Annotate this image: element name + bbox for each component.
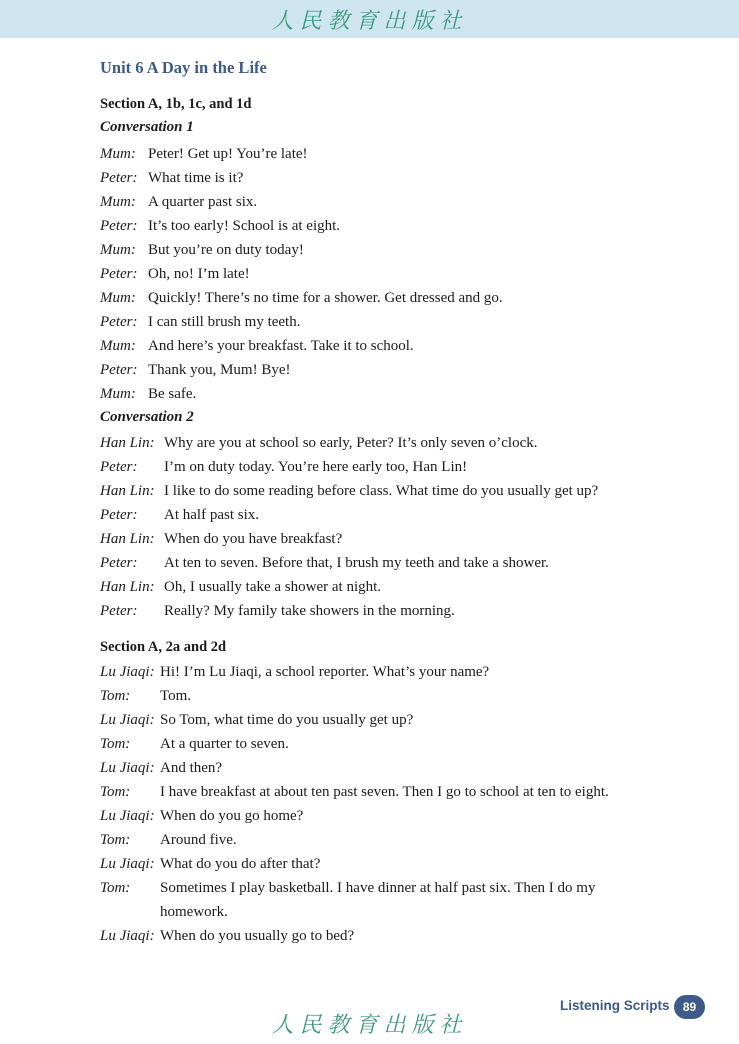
dialogue-line [100, 828, 679, 852]
speaker-label: Peter: [100, 266, 138, 282]
dialogue-text: But you’re on duty today! [148, 242, 304, 258]
speaker-label: Han Lin: [100, 483, 155, 499]
speaker-label: Peter: [100, 507, 138, 523]
dialogue-text: So Tom, what time do you usually get up? [160, 712, 414, 728]
dialogue-line [100, 551, 679, 575]
dialogue-line [100, 575, 679, 599]
speaker-label: Mum: [100, 194, 136, 210]
speaker-label: Mum: [100, 290, 136, 306]
speaker-label: Peter: [100, 170, 138, 186]
dialogue-line [100, 660, 679, 684]
dialogue-line [100, 190, 679, 214]
dialogue-line [100, 334, 679, 358]
dialogue-text: A quarter past six. [148, 194, 258, 210]
dialogue-text: Hi! I’m Lu Jiaqi, a school reporter. What’s your name? [160, 664, 490, 680]
dialogue-line [100, 684, 679, 708]
dialogue-line [100, 599, 679, 623]
dialogue-text: When do you usually go to bed? [160, 928, 355, 944]
dialogue-text: I like to do some reading before class. What time do you usually get up? [164, 483, 599, 499]
footer-label: Listening Scripts [560, 998, 670, 1013]
conversation-2-heading: Conversation 2 [100, 409, 194, 425]
dialogue-text: And here’s your breakfast. Take it to school. [148, 338, 414, 354]
page-number-badge: 89 [674, 995, 705, 1019]
dialogue-line [100, 479, 679, 503]
dialogue-line [100, 924, 679, 948]
speaker-label: Tom: [100, 736, 131, 752]
speaker-label: Peter: [100, 218, 138, 234]
speaker-label: Tom: [100, 784, 131, 800]
dialogue-line [100, 431, 679, 455]
dialogue-text: At a quarter to seven. [160, 736, 289, 752]
dialogue-line [100, 732, 679, 756]
dialogue-line [100, 804, 679, 828]
dialogue-line [100, 780, 679, 804]
section-heading-1: Section A, 1b, 1c, and 1d [100, 96, 252, 112]
dialogue-text: And then? [160, 760, 223, 776]
dialogue-line [100, 876, 629, 924]
dialogue-text: Peter! Get up! You’re late! [148, 146, 308, 162]
unit-title: Unit 6 A Day in the Life [100, 58, 267, 77]
dialogue-line [100, 310, 679, 334]
dialogue-text: When do you go home? [160, 808, 304, 824]
speaker-label: Han Lin: [100, 531, 155, 547]
dialogue-text: I can still brush my teeth. [148, 314, 301, 330]
speaker-label: Mum: [100, 242, 136, 258]
section-heading-2: Section A, 2a and 2d [100, 639, 227, 655]
dialogue-text: Tom. [160, 688, 192, 704]
speaker-label: Peter: [100, 555, 138, 571]
dialogue-line [100, 142, 679, 166]
dialogue-line [100, 455, 679, 479]
dialogue-text: Oh, no! I’m late! [148, 266, 250, 282]
dialogue-line [100, 503, 679, 527]
speaker-label: Peter: [100, 362, 138, 378]
dialogue-text: I have breakfast at about ten past seven. Then I go to school at ten to eight. [160, 784, 609, 800]
speaker-label: Lu Jiaqi: [100, 664, 155, 680]
dialogue-line [100, 238, 679, 262]
speaker-label: Han Lin: [100, 435, 155, 451]
dialogue-text: Around five. [160, 832, 237, 848]
dialogue-text: Really? My family take showers in the morning. [164, 603, 455, 619]
dialogue-line [100, 382, 679, 406]
speaker-label: Peter: [100, 314, 138, 330]
dialogue-line [100, 852, 679, 876]
dialogue-line [100, 262, 679, 286]
dialogue-text: Sometimes I play basketball. I have dinner at half past six. Then I do my homework. [160, 880, 596, 920]
publisher-logo-top: 人民教育出版社 [271, 9, 468, 34]
dialogue-line [100, 214, 679, 238]
dialogue-text: What time is it? [148, 170, 244, 186]
speaker-label: Tom: [100, 832, 131, 848]
dialogue-text: I’m on duty today. You’re here early too, Han Lin! [164, 459, 468, 475]
dialogue-line [100, 166, 679, 190]
speaker-label: Tom: [100, 880, 131, 896]
speaker-label: Peter: [100, 459, 138, 475]
dialogue-line [100, 286, 679, 310]
dialogue-line [100, 527, 679, 551]
dialogue-text: Why are you at school so early, Peter? It’s only seven o’clock. [164, 435, 538, 451]
conversation-1-heading: Conversation 1 [100, 119, 194, 135]
speaker-label: Peter: [100, 603, 138, 619]
publisher-logo-bottom: 人民教育出版社 [271, 1013, 468, 1038]
dialogue-text: What do you do after that? [160, 856, 321, 872]
dialogue-text: Thank you, Mum! Bye! [148, 362, 291, 378]
speaker-label: Han Lin: [100, 579, 155, 595]
speaker-label: Lu Jiaqi: [100, 856, 155, 872]
dialogue-line [100, 708, 679, 732]
dialogue-text: Be safe. [148, 386, 197, 402]
speaker-label: Mum: [100, 146, 136, 162]
speaker-label: Mum: [100, 338, 136, 354]
dialogue-text: At ten to seven. Before that, I brush my teeth and take a shower. [164, 555, 549, 571]
dialogue-text: At half past six. [164, 507, 259, 523]
dialogue-text: It’s too early! School is at eight. [148, 218, 341, 234]
speaker-label: Lu Jiaqi: [100, 760, 155, 776]
speaker-label: Mum: [100, 386, 136, 402]
speaker-label: Lu Jiaqi: [100, 928, 155, 944]
dialogue-line [100, 358, 679, 382]
dialogue-text: When do you have breakfast? [164, 531, 343, 547]
speaker-label: Lu Jiaqi: [100, 712, 155, 728]
speaker-label: Tom: [100, 688, 131, 704]
dialogue-text: Quickly! There’s no time for a shower. Get dressed and go. [148, 290, 503, 306]
dialogue-line [100, 756, 679, 780]
speaker-label: Lu Jiaqi: [100, 808, 155, 824]
dialogue-text: Oh, I usually take a shower at night. [164, 579, 382, 595]
